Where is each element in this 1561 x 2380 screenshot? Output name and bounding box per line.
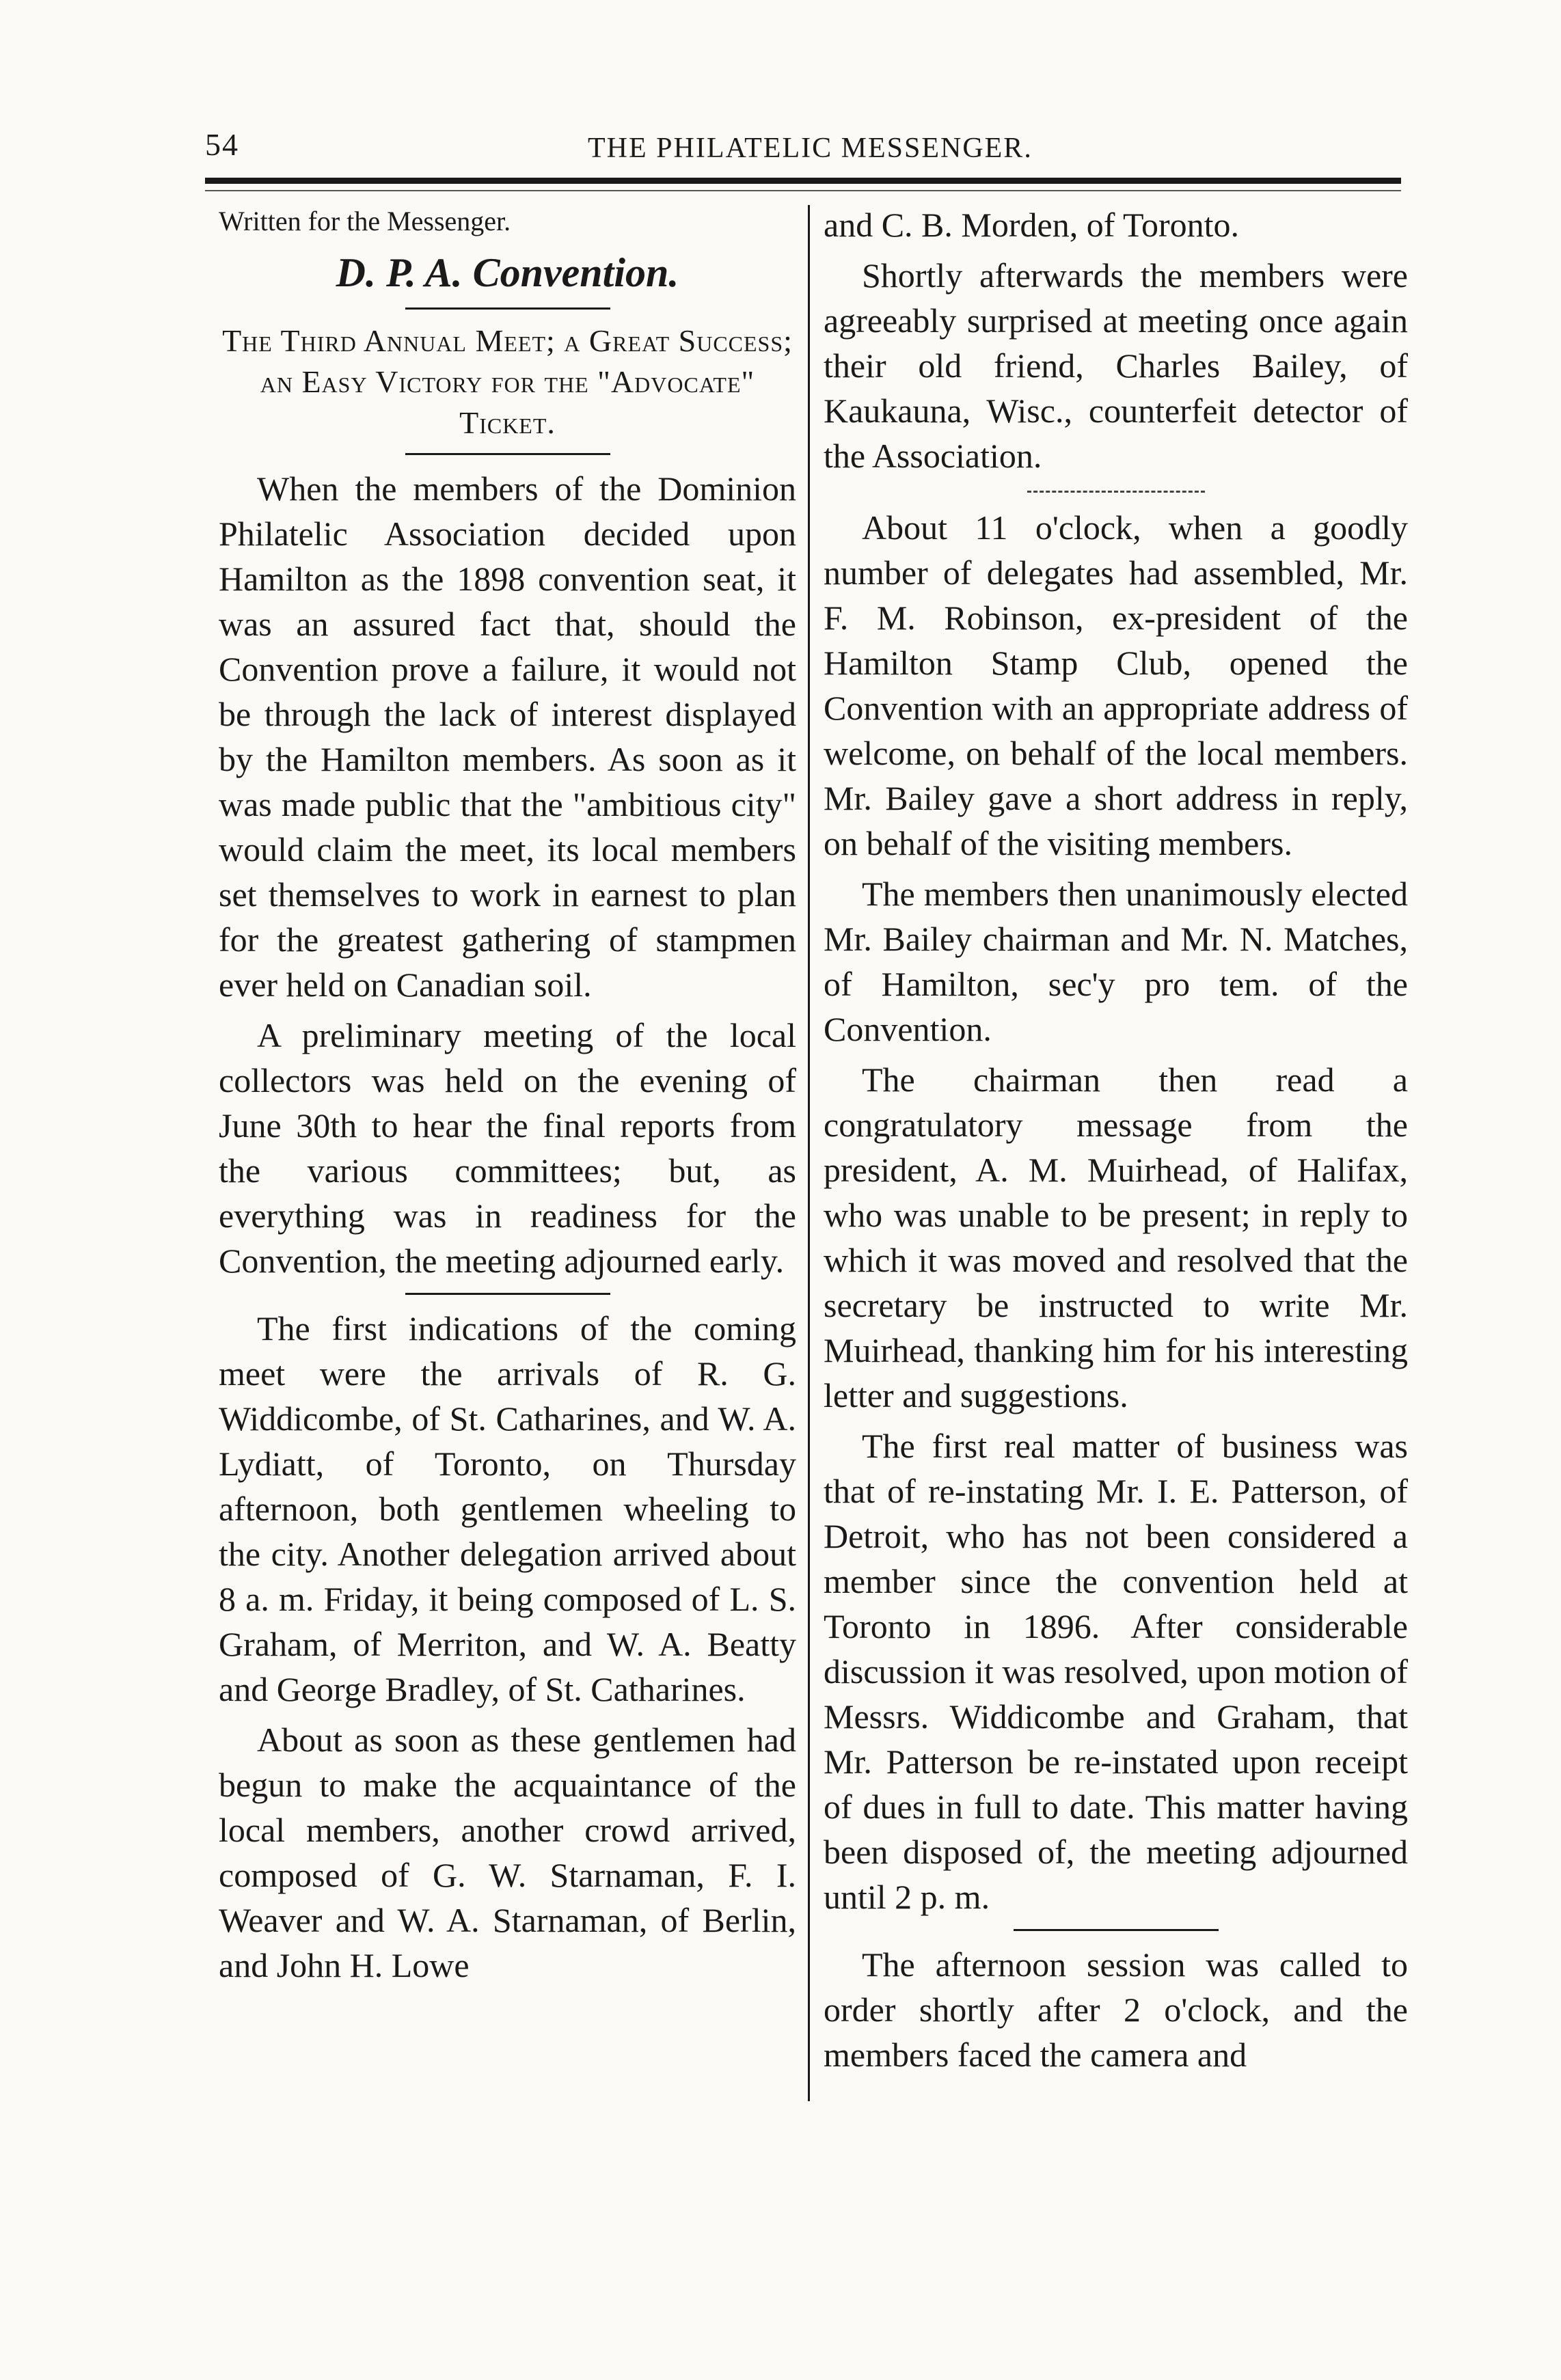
paragraph: and C. B. Morden, of Toronto. (824, 206, 1240, 244)
journal-title: THE PHILATELIC MESSENGER. (588, 133, 1033, 164)
column-divider (808, 205, 810, 2101)
paragraph: When the members of the Dominion Philatelic Association decided upon Hamilton as the 1898 convention seat, it was an assured fact that, should the Convention prove a failure, it would not be through the lack of interest displayed by the Hamilton members. As soon as it was made public that the "ambitious city" would claim the meet, its local members set themselves to work in earnest to plan for the greatest gathering of stampmen ever held on Canadian soil. (219, 469, 796, 1004)
byline: Written for the Messenger. (219, 206, 511, 236)
header-rule (205, 178, 1401, 184)
paragraph: The afternoon session was called to order shortly after 2 o'clock, and the members faced the camera and (824, 1945, 1408, 2074)
left-column (219, 202, 796, 1993)
paragraph: About 11 o'clock, when a goodly number of delegates had assembled, Mr. F. M. Robinson, ex-president of the Hamilton Stamp Club, opened the Convention with an appropriate address of welcome, on behalf of the local members. Mr. Bailey gave a short address in reply, on behalf of the visiting members. (824, 508, 1408, 862)
paragraph: The first real matter of business was that of re-instating Mr. I. E. Patterson, of Detroit, who has not been considered a member since the convention held at Toronto in 1896. After considerable discussion it was resolved, upon motion of Messrs. Widdicombe and Graham, that Mr. Patterson be re-instated upon receipt of dues in full to date. This matter having been disposed of, the meeting adjourned until 2 p. m. (824, 1427, 1408, 1916)
article-title: D. P. A. Convention. (336, 250, 679, 295)
page-header (205, 126, 1401, 174)
paragraph: The members then unanimously elected Mr. Bailey chairman and Mr. N. Matches, of Hamilton, sec'y pro tem. of the Convention. (824, 875, 1408, 1048)
section-rule (1014, 1929, 1219, 1931)
paragraph: The first indications of the coming meet were the arrivals of R. G. Widdicombe, of St. Catharines, and W. A. Lydiatt, of Toronto, on Thursday afternoon, both gentlemen wheeling to the city. Another delegation arrived about 8 a. m. Friday, it being composed of L. S. Graham, of Merriton, and W. A. Beatty and George Bradley, of St. Catharines. (219, 1309, 796, 1708)
section-rule (405, 1293, 610, 1295)
subhead-rule (405, 453, 610, 455)
paragraph: A preliminary meeting of the local collectors was held on the evening of June 30th to hear the final reports from the various committees; but, as everything was in readiness for the Convention, the meeting adjourned early. (219, 1016, 796, 1280)
title-rule (405, 307, 610, 310)
article-subhead: The Third Annual Meet; a Great Success; an Easy Victory for the "Advocate" Ticket. (222, 323, 793, 440)
section-rule (1027, 491, 1205, 493)
paragraph: Shortly afterwards the members were agreeably surprised at meeting once again their old friend, Charles Bailey, of Kaukauna, Wisc., counterfeit detector of the Association. (824, 256, 1408, 475)
page-number: 54 (205, 127, 239, 162)
header-rule-thin (205, 190, 1401, 191)
right-column (824, 202, 1408, 2083)
paragraph: About as soon as these gentlemen had begun to make the acquaintance of the local members, another crowd arrived, composed of G. W. Starnaman, F. I. Weaver and W. A. Starnaman, of Berlin, and John H. Lowe (219, 1721, 796, 1984)
paragraph: The chairman then read a congratulatory message from the president, A. M. Muirhead, of Halifax, who was unable to be present; in reply to which it was moved and resolved that the secretary be instructed to write Mr. Muirhead, thanking him for his interesting letter and suggestions. (824, 1061, 1408, 1414)
